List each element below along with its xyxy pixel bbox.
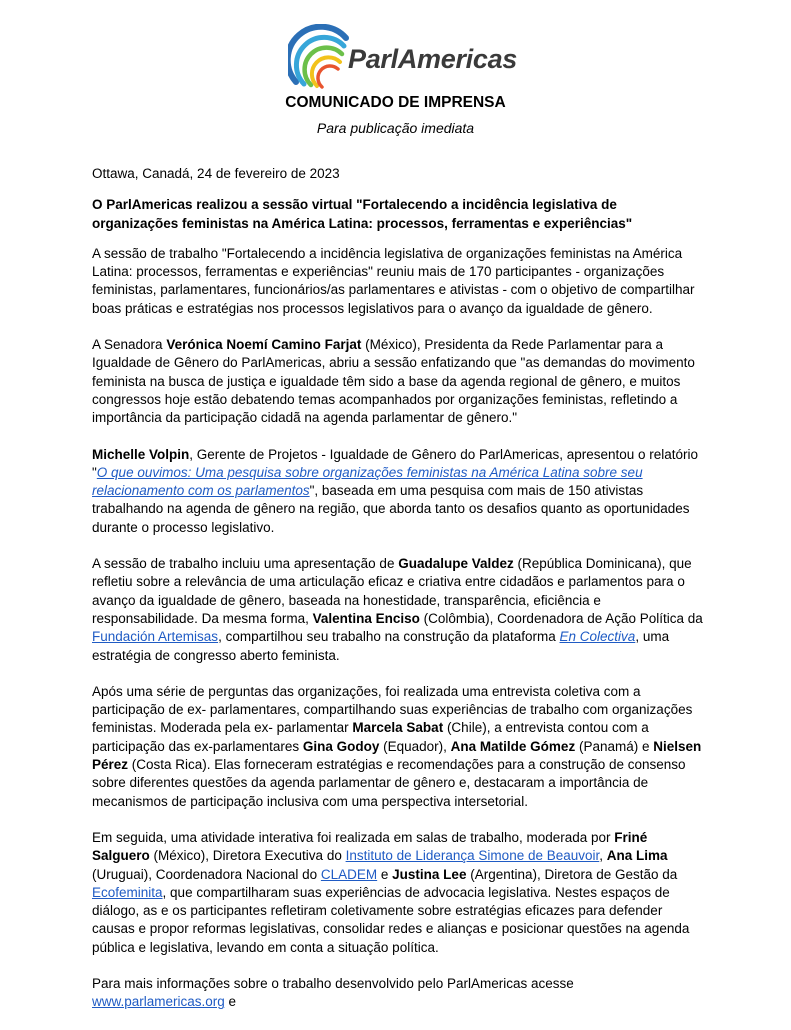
text: , que compartilharam suas experiências de advocacia legislativa. Nestes espaços de diálogo, as e os participantes refletiram coletivamente sobre estratégias eficazes para defender causas e propor reformas legislativas, consolidar redes e alianças e posicionar questões na agenda pública e legislativa, levando em conta a situação política. xyxy=(92,884,690,955)
person-name: Gina Godoy xyxy=(302,738,380,754)
page-subtitle: Para publicação imediata xyxy=(316,120,475,136)
text: e xyxy=(377,866,393,882)
fundacion-artemisas-link[interactable]: Fundación Artemisas xyxy=(92,629,219,645)
person-name: Michelle Volpin xyxy=(92,446,190,462)
person-name: Friné Salguero xyxy=(92,829,648,864)
text: (Panamá) e xyxy=(575,738,654,754)
text: (Chile), a entrevista contou com a participação das ex-parlamentares xyxy=(92,720,649,754)
text: A Senadora xyxy=(92,337,167,353)
text: (Equador), xyxy=(379,738,451,754)
paragraph-interview xyxy=(92,683,704,811)
text: (México), Diretora Executiva do xyxy=(149,848,346,864)
text: Para mais informações sobre o trabalho desenvolvido pelo ParlAmericas acesse xyxy=(92,975,574,991)
instituto-simone-de-beauvoir-link[interactable]: Instituto de Liderança Simone de Beauvoir xyxy=(345,848,600,864)
person-name: Valentina Enciso xyxy=(312,610,420,626)
dateline: Ottawa, Canadá, 24 de fevereiro de 2023 xyxy=(92,166,340,181)
logo-text: ParlAmericas xyxy=(348,44,518,74)
cladem-link[interactable]: CLADEM xyxy=(320,866,378,882)
text: A sessão de trabalho incluiu uma apresentação de xyxy=(92,556,399,572)
text: ", baseada em uma pesquisa com mais de 150 ativistas trabalhando na agenda de gênero na região, que aborda tanto os desafios quanto as oportunidades durante o processo legislativo. xyxy=(92,483,690,535)
text: , uma estratégia de congresso aberto feminista. xyxy=(92,629,670,663)
text: , compartilhou seu trabalho na construção da plataforma xyxy=(218,629,560,645)
text: (Argentina), Diretora de Gestão da xyxy=(466,866,678,882)
paragraph-more-info xyxy=(92,975,704,1012)
text: , Gerente de Projetos - Igualdade de Gênero do ParlAmericas, apresentou o relatório " xyxy=(92,446,699,480)
parlamericas-website-link[interactable]: www.parlamericas.org xyxy=(92,994,225,1010)
text: (Colômbia), Coordenadora de Ação Política da xyxy=(419,610,703,626)
paragraph-intro: A sessão de trabalho "Fortalecendo a incidência legislativa de organizações feministas na América Latina: processos, ferramentas e experiências" reuniu mais de 170 participantes - organizações feministas, parlamentares, funcionários/as parlamentares e ativistas - com o objetivo de compartilhar boas práticas e estratégias nos processos legislativos para o avanço da igualdade de gênero. xyxy=(92,245,695,316)
person-name: Nielsen Pérez xyxy=(92,738,702,773)
person-name: Ana Lima xyxy=(606,848,668,864)
en-colectiva-link[interactable]: En Colectiva xyxy=(559,629,636,645)
person-name: Verónica Noemí Camino Farjat xyxy=(166,337,362,353)
page-title: COMUNICADO DE IMPRENSA xyxy=(285,94,506,111)
person-name: Guadalupe Valdez xyxy=(398,556,514,572)
report-link[interactable]: O que ouvimos: Uma pesquisa sobre organizações feministas na América Latina sobre seu relacionamento com os parlamentos xyxy=(92,464,643,499)
parlamericas-logo xyxy=(288,24,518,96)
text: (República Dominicana), que refletiu sobre a relevância de uma articulação eficaz e criativa entre cidadãos e parlamentos para o avanço da igualdade de gênero, baseada na honestidade, transparência, eficiência e responsabilidade. Da mesma forma, xyxy=(92,556,692,626)
press-release-body xyxy=(92,165,704,1030)
ecofeminita-link[interactable]: Ecofeminita xyxy=(92,884,163,900)
text: Em seguida, uma atividade interativa foi realizada em salas de trabalho, moderada por xyxy=(92,829,615,845)
text: (Uruguai), Coordenadora Nacional do xyxy=(92,866,321,882)
text: Após uma série de perguntas das organizações, foi realizada uma entrevista coletiva com a participação de ex- parlamentares, compartilhando suas experiências de trabalho com organizações feministas. Moderada pela ex- parlamentar xyxy=(92,683,693,736)
text: , xyxy=(599,848,607,864)
text: e xyxy=(224,994,237,1010)
text: (Costa Rica). Elas forneceram estratégias e recomendações para a construção de consenso sobre diferentes questões da agenda parlamentar de gênero e, destacaram a importância de mecanismos de participação inclusiva com uma perspectiva intersetorial. xyxy=(92,757,686,809)
person-name: Marcela Sabat xyxy=(352,720,444,736)
paragraph-report xyxy=(92,446,704,537)
person-name: Justina Lee xyxy=(392,866,467,882)
person-name: Ana Matilde Gómez xyxy=(450,738,576,754)
paragraph-presentations xyxy=(92,555,704,665)
text: (México), Presidenta da Rede Parlamentar para a Igualdade de Gênero do ParlAmericas, abriu a sessão enfatizando que "as demandas do movimento feminista na busca de justiça e igualdade têm sido a base da agenda regional de gênero, e muitos congressos hoje estão debatendo temas acompanhados por organizações feministas, refletindo a importância da participação cidadã na agenda parlamentar de gênero." xyxy=(92,337,695,426)
headline: O ParlAmericas realizou a sessão virtual "Fortalecendo a incidência legislativa de organizações feministas na América Latina: processos, ferramentas e experiências" xyxy=(92,197,633,231)
paragraph-senator xyxy=(92,336,704,427)
paragraph-workshop xyxy=(92,829,704,957)
